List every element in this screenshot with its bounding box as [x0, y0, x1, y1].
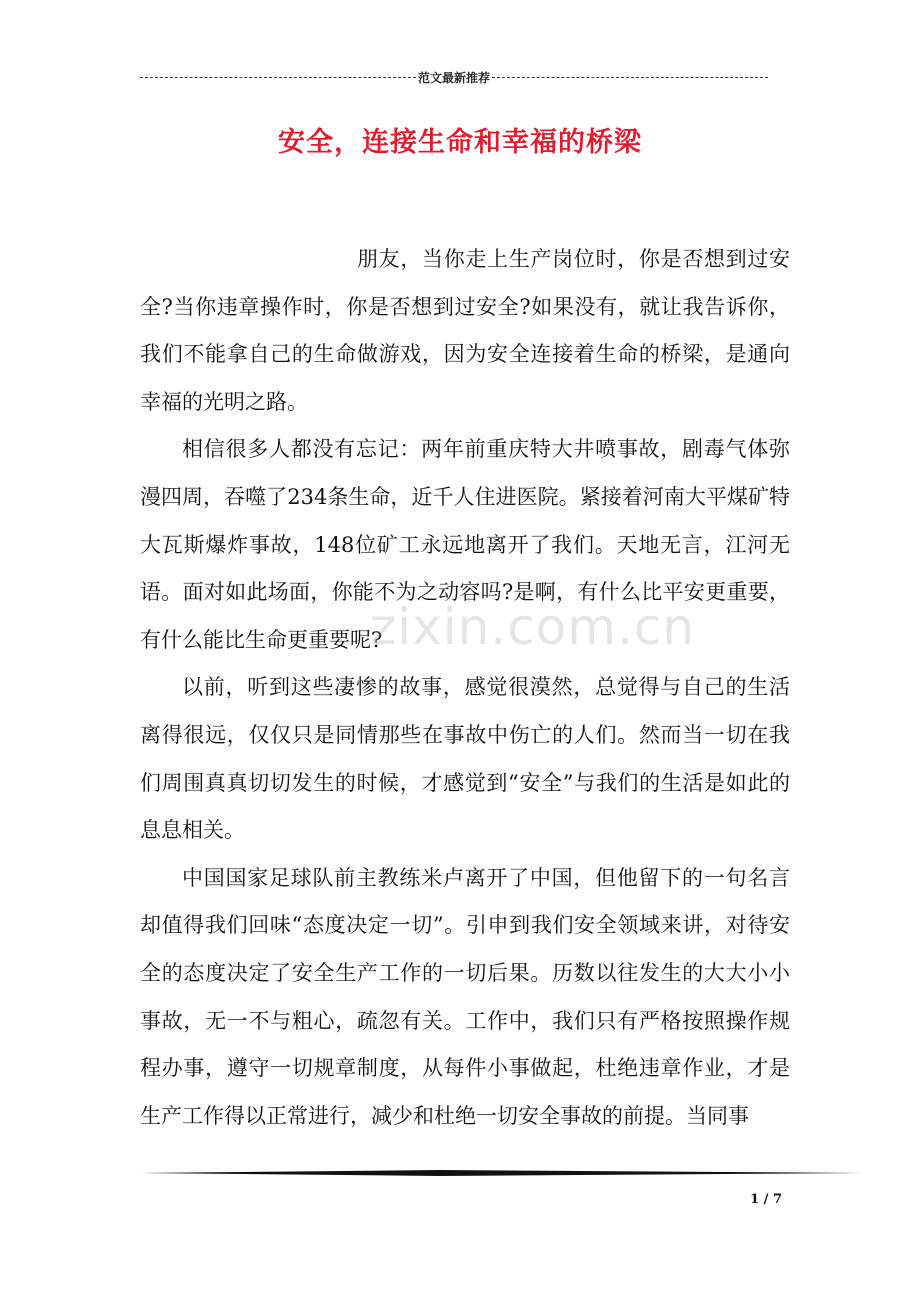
paragraph: 中国国家足球队前主教练米卢离开了中国，但他留下的一句名言却值得我们回味“态度决定一切”。引申到我们安全领域来讲，对待安全的态度决定了安全生产工作的一切后果。历数以往发生的大大小小事故，无一不与粗心，疏忽有关。工作中，我们只有严格按照操作规程办事，遵守一切规章制度，从每件小事做起，杜绝违章作业，才是生产工作得以正常进行，减少和杜绝一切安全事故的前提。当同事	[140, 865, 790, 1128]
page-header	[140, 68, 768, 86]
paragraph: 朋友，当你走上生产岗位时，你是否想到过安全?当你违章操作时，你是否想到过安全?如果没有，就让我告诉你，我们不能拿自己的生命做游戏，因为安全连接着生命的桥梁，是通向幸福的光明之路。	[140, 247, 790, 414]
watermark: zixin.com.cn	[370, 598, 696, 656]
header-dashes-right	[492, 77, 768, 78]
header-dashes-left	[140, 77, 416, 78]
document-title: 安全，连接生命和幸福的桥梁	[278, 127, 642, 158]
header-label: 范文最新推荐	[418, 70, 491, 85]
document-body	[140, 236, 790, 1140]
footer-rule	[140, 1169, 864, 1177]
paragraph: 相信很多人都没有忘记：两年前重庆特大井喷事故，剧毒气体弥漫四周，吞噬了234条生命，近千人住进医院。紧接着河南大平煤矿特大瓦斯爆炸事故，148位矿工永远地离开了我们。天地无言，江河无语。面对如此场面，你能不为之动容吗?是啊，有什么比平安更重要，有什么能比生命更重要呢?	[140, 437, 790, 652]
paragraph: 以前，听到这些凄惨的故事，感觉很漠然，总觉得与自己的生活离得很远，仅仅只是同情那些在事故中伤亡的人们。然而当一切在我们周围真真切切发生的时候，才感觉到“安全”与我们的生活是如此的息息相关。	[140, 675, 790, 843]
page-number: 1 / 7	[750, 1192, 782, 1207]
